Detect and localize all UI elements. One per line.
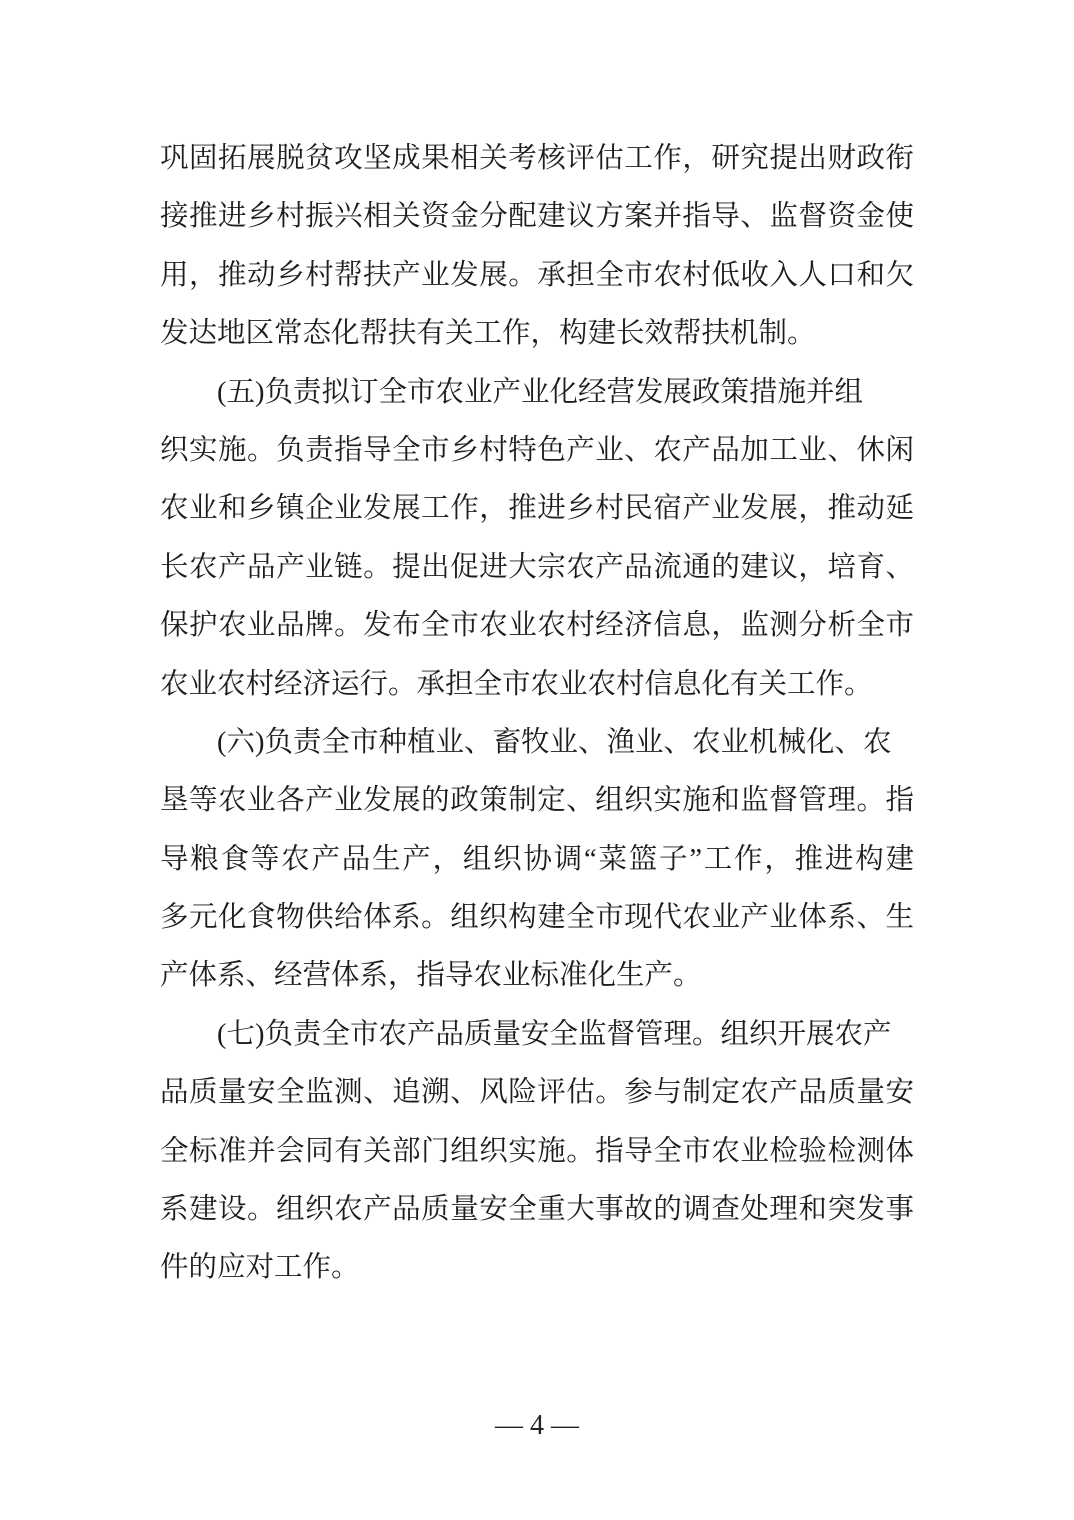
text-line: 巩固拓展脱贫攻坚成果相关考核评估工作，研究提出财政衔 [160, 143, 914, 174]
paragraph-item-7 [160, 1006, 914, 1298]
paragraph-continuation [160, 130, 914, 364]
text-line: 用，推动乡村帮扶产业发展。承担全市农村低收入人口和欠 [160, 259, 914, 291]
text-line: (七)负责全市农产品质量安全监督管理。组织开展农产 [217, 1018, 892, 1050]
text-line: 农业和乡镇企业发展工作，推进乡村民宿产业发展，推动延 [160, 493, 914, 525]
paragraph-item-6 [160, 714, 914, 1006]
page-number: — 4 — [495, 1410, 579, 1441]
text-line: 发达地区常态化帮扶有关工作，构建长效帮扶机制。 [160, 318, 816, 350]
text-line: (六)负责全市种植业、畜牧业、渔业、农业机械化、农 [217, 726, 892, 758]
text-line: 系建设。组织农产品质量安全重大事故的调查处理和突发事 [160, 1194, 914, 1226]
text-line: 产体系、经营体系，指导农业标准化生产。 [160, 960, 702, 992]
text-line: 农业农村经济运行。承担全市农业农村信息化有关工作。 [160, 668, 873, 700]
text-line: 全标准并会同有关部门组织实施。指导全市农业检验检测体 [160, 1135, 914, 1167]
document-body [160, 130, 914, 1298]
text-line: (五)负责拟订全市农业产业化经营发展政策措施并组 [217, 376, 863, 408]
text-line: 接推进乡村振兴相关资金分配建议方案并指导、监督资金使 [160, 201, 914, 233]
text-line: 品质量安全监测、追溯、风险评估。参与制定农产品质量安 [160, 1077, 914, 1109]
paragraph-item-5 [160, 364, 914, 714]
text-line: 长农产品产业链。提出促进大宗农产品流通的建议，培育、 [160, 551, 914, 583]
text-line: 垦等农业各产业发展的政策制定、组织实施和监督管理。指 [160, 785, 914, 817]
text-line: 保护农业品牌。发布全市农业农村经济信息，监测分析全市 [160, 610, 914, 642]
text-line: 织实施。负责指导全市乡村特色产业、农产品加工业、休闲 [160, 434, 914, 466]
text-line: 导粮食等农产品生产，组织协调“菜篮子”工作，推进构建 [160, 843, 914, 875]
text-line: 多元化食物供给体系。组织构建全市现代农业产业体系、生 [160, 902, 914, 934]
text-line: 件的应对工作。 [160, 1252, 360, 1284]
